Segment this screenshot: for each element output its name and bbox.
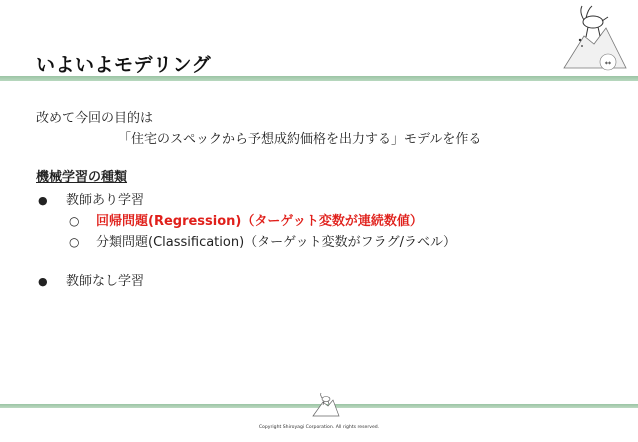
title-divider — [0, 76, 638, 81]
list-item-label: 教師なし学習 — [66, 274, 145, 289]
hollow-bullet-icon: ○ — [69, 214, 80, 228]
list-item-label: 教師あり学習 — [66, 193, 145, 208]
list-item-unsupervised — [36, 271, 616, 292]
supervised-sublist — [66, 211, 616, 253]
copyright-notice: Copyright Shiroyagi Corporation. All rights reserved. — [258, 425, 380, 430]
goat-mountain-mini-icon — [311, 392, 341, 418]
hollow-bullet-icon: ○ — [69, 235, 80, 249]
section-heading-ml-types: 機械学習の種類 — [36, 170, 128, 185]
goal-statement: 「住宅のスペックから予想成約価格を出力する」モデルを作る — [118, 132, 482, 147]
list-item-classification — [36, 232, 616, 253]
intro-text: 改めて今回の目的は — [36, 111, 154, 126]
regression-label: 回帰問題(Regression)（ターゲット変数が連続数値） — [96, 214, 423, 229]
classification-label: 分類問題(Classification)（ターゲット変数がフラグ/ラベル） — [96, 235, 457, 250]
list-item-regression — [36, 211, 616, 232]
svg-text:◆◆: ◆◆ — [604, 60, 612, 65]
bullet-icon: ● — [38, 275, 48, 288]
list-item-supervised — [36, 190, 616, 253]
slide-title: いよいよモデリング — [36, 54, 212, 76]
goat-mountain-logo-icon — [560, 2, 630, 72]
bullet-icon: ● — [38, 194, 48, 207]
list-spacer — [36, 253, 616, 271]
ml-types-list — [36, 190, 616, 292]
slide-body — [36, 110, 616, 292]
